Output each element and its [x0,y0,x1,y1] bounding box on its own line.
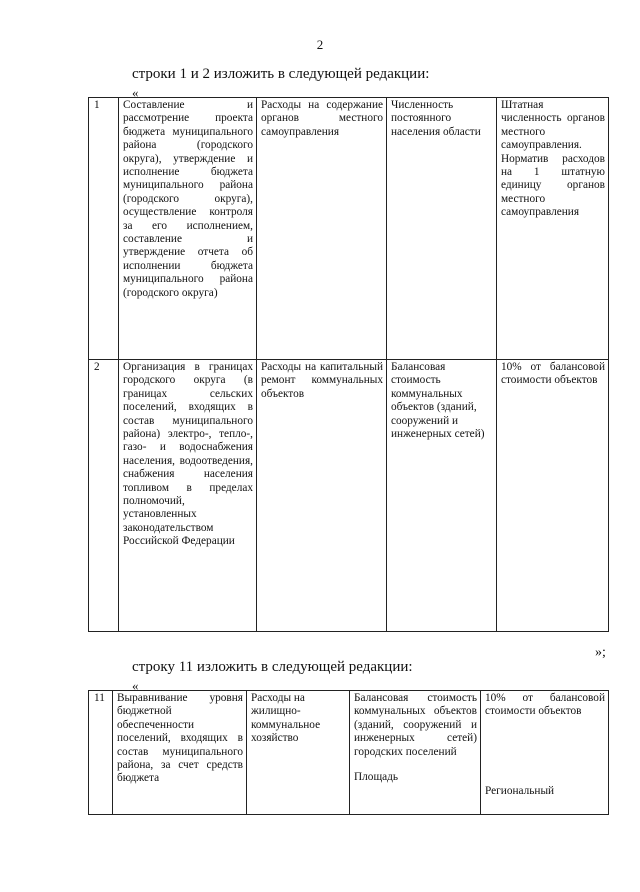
page-number: 2 [316,37,324,52]
indicator-cell: Балансовая стоимость коммунальных объектов (зданий, сооружений и инженерных сетей) городских поселений Площадь [350,691,481,815]
indicator-cell: Численность постоянного населения области [387,98,497,360]
expense-cell: Расходы на жилищно-коммунальное хозяйство [247,691,350,815]
expense-cell: Расходы на содержание органов местного самоуправления [257,98,387,360]
expense-cell: Расходы на капитальный ремонт коммунальных объектов [257,360,387,632]
section2-intro: строку 11 изложить в следующей редакции: [132,659,413,675]
norm-cell: Штатная численность органов местного самоуправления. Норматив расходов на 1 штатную единицу органов местного самоуправления [497,98,609,360]
section1-close-quote: »; [595,645,606,660]
indicator-cell: Балансовая стоимость коммунальных объектов (зданий, сооружений и инженерных сетей) [387,360,497,632]
table-row [89,360,609,632]
row-number: 2 [89,360,119,632]
function-name-cell: Составление и рассмотрение проекта бюджета муниципального района (городского округа), утверждение и исполнение бюджета муниципального района (городского округа), осуществление контроля за его исполнением, составление и утверждение отчета об исполнении бюджета муниципального района (городского округа) [119,98,257,360]
norm-cell: 10% от балансовой стоимости объектов Региональный [481,691,609,815]
norm-extra: Региональный [485,784,555,797]
row-number: 11 [89,691,113,815]
row-number: 1 [89,98,119,360]
norm-cell: 10% от балансовой стоимости объектов [497,360,609,632]
section1-intro: строки 1 и 2 изложить в следующей редакции: [132,66,430,82]
function-name-cell: Выравнивание уровня бюджетной обеспеченности поселений, входящих в состав муниципального района, за счет средств бюджета [113,691,247,815]
norms-table-1 [88,97,609,632]
table-row [89,98,609,360]
section1-open-quote: « [132,85,139,100]
section2-open-quote: « [132,678,139,693]
function-name-cell: Организация в границах городского округа (в границах сельских поселений, входящих в состав муниципального района) электро-, тепло-, газо- и водоснабжения населения, водоотведения, снабжения населения топливом в пределах полномочий, установленных законодательством Российской Федерации [119,360,257,632]
table-row [89,691,609,815]
indicator-extra: Площадь [354,771,399,784]
norms-table-2 [88,690,609,815]
